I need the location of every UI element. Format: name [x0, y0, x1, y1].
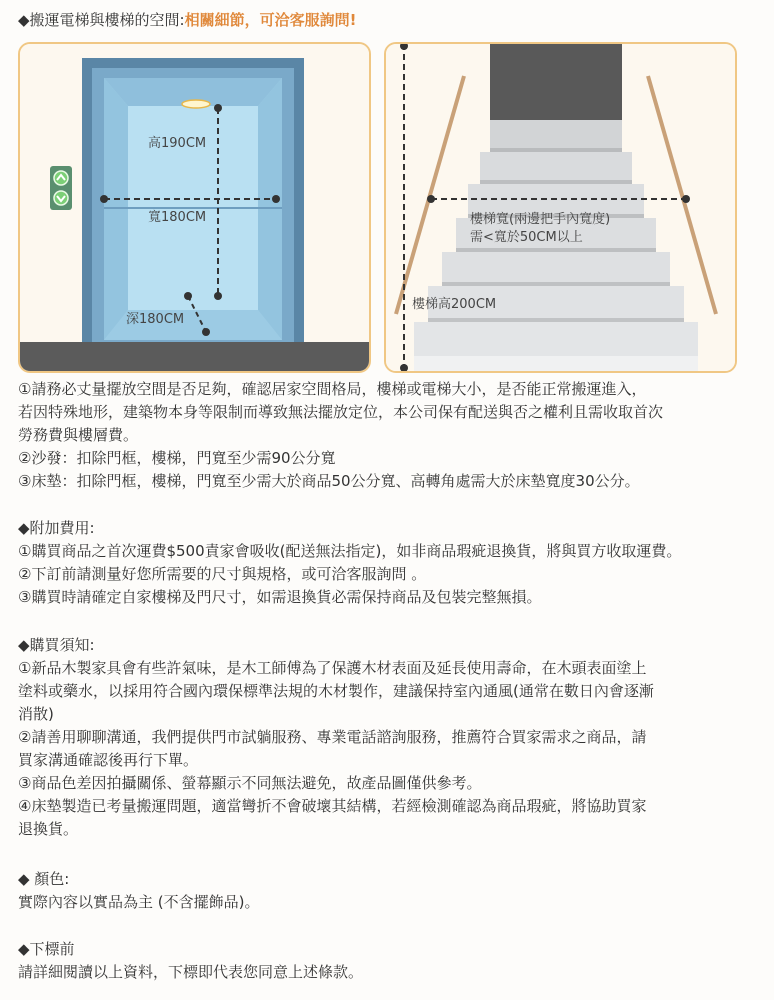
notice-line: ④床墊製造已考量搬運問題，適當彎折不會破壞其結構，若經檢測確認為商品瑕疵，將協助買家	[18, 797, 647, 815]
notice-line: ③商品色差因拍攝關係、螢幕顯示不同無法避免，故產品圖僅供參考。	[18, 774, 482, 792]
fee-line: ②下訂前請測量好您所需要的尺寸與規格，或可洽客服詢問 。	[18, 565, 427, 583]
before-order-line: 請詳細閱讀以上資料，下標即代表您同意上述條款。	[18, 963, 364, 981]
stairs-height-label: 樓梯高200CM	[412, 297, 497, 312]
purchase-notice-section	[18, 634, 770, 841]
color-heading: ◆ 顏色:	[18, 870, 70, 888]
moving-space-heading-accent: 相關細節，可洽客服詢問!	[184, 11, 357, 29]
fee-line: ①購買商品之首次運費$500責家會吸收(配送無法指定)，如非商品瑕疵退換貨，將與買方收取運費。	[18, 542, 682, 560]
elevator-depth-label: 深180CM	[126, 312, 185, 327]
notice-line: ①新品木製家具會有些許氣味，是木工師傅為了保護木材表面及延長使用壽命，在木頭表面塗上	[18, 659, 647, 677]
stairwell-top	[490, 44, 622, 120]
stairs-width-label-line1: 樓梯寬(兩邊把手內寬度)	[470, 212, 611, 227]
notice-line: 買家溝通確認後再行下單。	[18, 751, 199, 769]
additional-fees-section	[18, 517, 770, 609]
fee-line: ③購買時請確定自家樓梯及門尺寸，如需退換貨必需保持商品及包裝完整無損。	[18, 588, 542, 606]
elevator-floor	[20, 342, 369, 371]
elevator-illustration	[18, 42, 371, 373]
note-line: 若因特殊地形，建築物本身等限制而導致無法擺放定位，本公司保有配送與否之權利且需收取首次	[18, 403, 664, 421]
purchase-notice-heading: ◆購買須知:	[18, 636, 95, 654]
notice-line: 塗料或藥水，以採用符合國內環保標準法規的木材製作，建議保持室內通風(通常在數日內會逐漸	[18, 682, 654, 700]
moving-space-heading-prefix: ◆搬運電梯與樓梯的空間:	[18, 11, 185, 29]
moving-space-heading	[18, 10, 356, 30]
before-order-section	[18, 938, 770, 984]
notice-line: ②請善用聊聊溝通，我們提供門市試躺服務、專業電話諮詢服務，推薦符合買家需求之商品，請	[18, 728, 647, 746]
chevron-up-icon[interactable]	[54, 171, 68, 185]
notice-line: 消散)	[18, 705, 54, 723]
additional-fees-heading: ◆附加費用:	[18, 519, 95, 537]
ceiling-light	[182, 100, 210, 108]
elevator-height-label: 高190CM	[148, 136, 207, 151]
note-line: ①請務必丈量擺放空間是否足夠，確認居家空間格局，樓梯或電梯大小，是否能正常搬運進入，	[18, 380, 647, 398]
stairs-illustration	[384, 42, 737, 373]
color-line: 實際內容以實品為主 (不含擺飾品)。	[18, 893, 260, 911]
moving-space-notes	[18, 378, 770, 493]
chevron-down-icon[interactable]	[54, 191, 68, 205]
notice-line: 退換貨。	[18, 820, 79, 838]
stairs-width-label-line2: 需<寬於50CM以上	[470, 230, 583, 245]
note-line: ③床墊：扣除門框，樓梯，門寬至少需大於商品50公分寬、高轉角處需大於床墊寬度30公分。	[18, 472, 640, 490]
color-section	[18, 868, 770, 914]
before-order-heading: ◆下標前	[18, 940, 75, 958]
elevator-width-label: 寬180CM	[148, 210, 207, 225]
note-line: 勞務費與樓層費。	[18, 426, 139, 444]
note-line: ②沙發：扣除門框，樓梯，門寬至少需90公分寬	[18, 449, 336, 467]
